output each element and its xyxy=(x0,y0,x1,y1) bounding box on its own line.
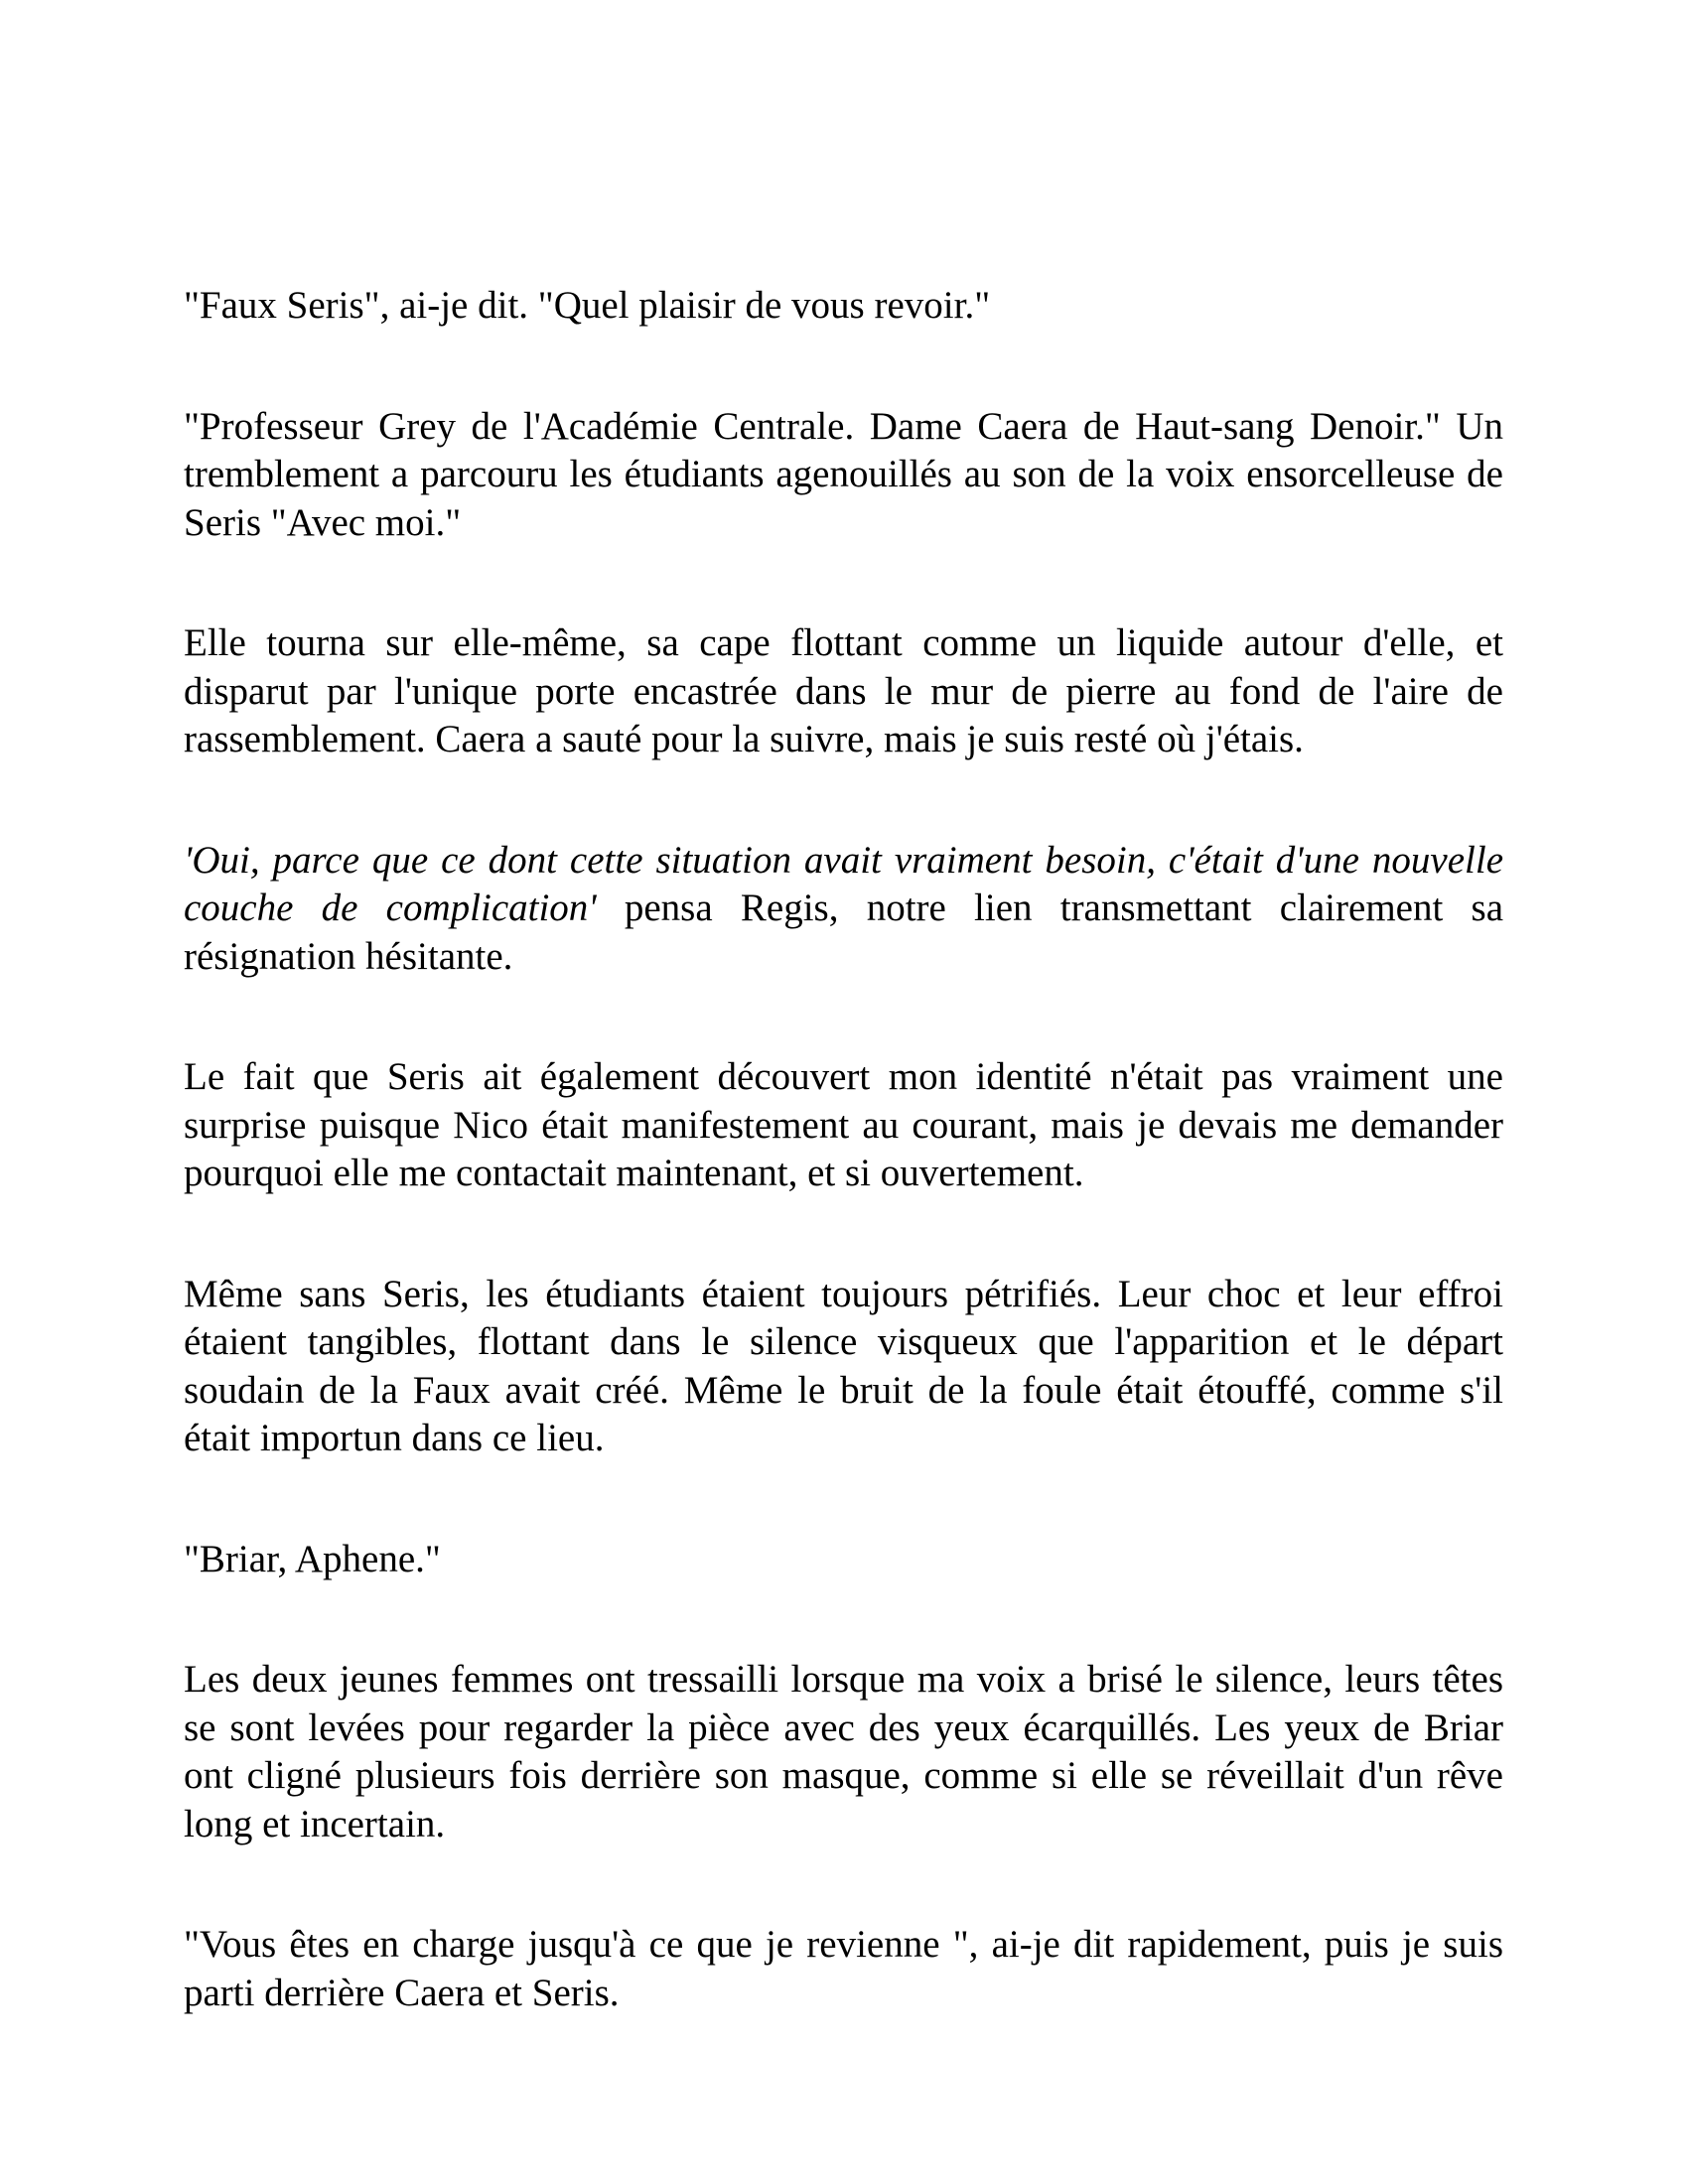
paragraph-dialogue-2: "Professeur Grey de l'Académie Centrale. Dame Caera de Haut-sang Denoir." Un tremblement a parcouru les étudiants agenouillés au son de la voix ensorcelleuse de Seris "Avec moi." xyxy=(184,404,1503,544)
paragraph-thought xyxy=(184,837,1503,982)
paragraph-dialogue-1: "Faux Seris", ai-je dit. "Quel plaisir de vous revoir." xyxy=(184,284,991,327)
paragraph-narration-3: Même sans Seris, les étudiants étaient toujours pétrifiés. Leur choc et leur effroi étaient tangibles, flottant dans le silence visqueux que l'apparition et le départ soudain de la Faux avait créé. Même le bruit de la foule était étouffé, comme s'il était importun dans ce lieu. xyxy=(184,1272,1503,1459)
paragraph-narration-4: Les deux jeunes femmes ont tressailli lorsque ma voix a brisé le silence, leurs têtes se sont levées pour regarder la pièce avec des yeux écarquillés. Les yeux de Briar ont cligné plusieurs fois derrière son masque, comme si elle se réveillait d'un rêve long et incertain. xyxy=(184,1658,1503,1845)
paragraph-dialogue-3: "Briar, Aphene." xyxy=(184,1537,441,1580)
thought-attribution-text: pensa Regis, notre lien transmettant clairement sa résignation hésitante. xyxy=(184,887,1504,978)
paragraph-narration-2: Le fait que Seris ait également découvert mon identité n'était pas vraiment une surprise puisque Nico était manifestement au courant, mais je devais me demander pourquoi elle me contactait maintenant, et si ouvertement. xyxy=(184,1055,1503,1194)
thought-italic-text: 'Oui, parce que ce dont cette situation avait vraiment besoin, c'était d'une nouvelle couche de complication' xyxy=(184,838,1503,929)
paragraph-dialogue-4: "Vous êtes en charge jusqu'à ce que je revienne ", ai-je dit rapidement, puis je suis parti derrière Caera et Seris. xyxy=(184,1923,1503,2014)
document-body xyxy=(184,282,1503,2017)
paragraph-narration-1: Elle tourna sur elle-même, sa cape flottant comme un liquide autour d'elle, et disparut par l'unique porte encastrée dans le mur de pierre au fond de l'aire de rassemblement. Caera a sauté pour la suivre, mais je suis resté où j'étais. xyxy=(184,621,1503,760)
